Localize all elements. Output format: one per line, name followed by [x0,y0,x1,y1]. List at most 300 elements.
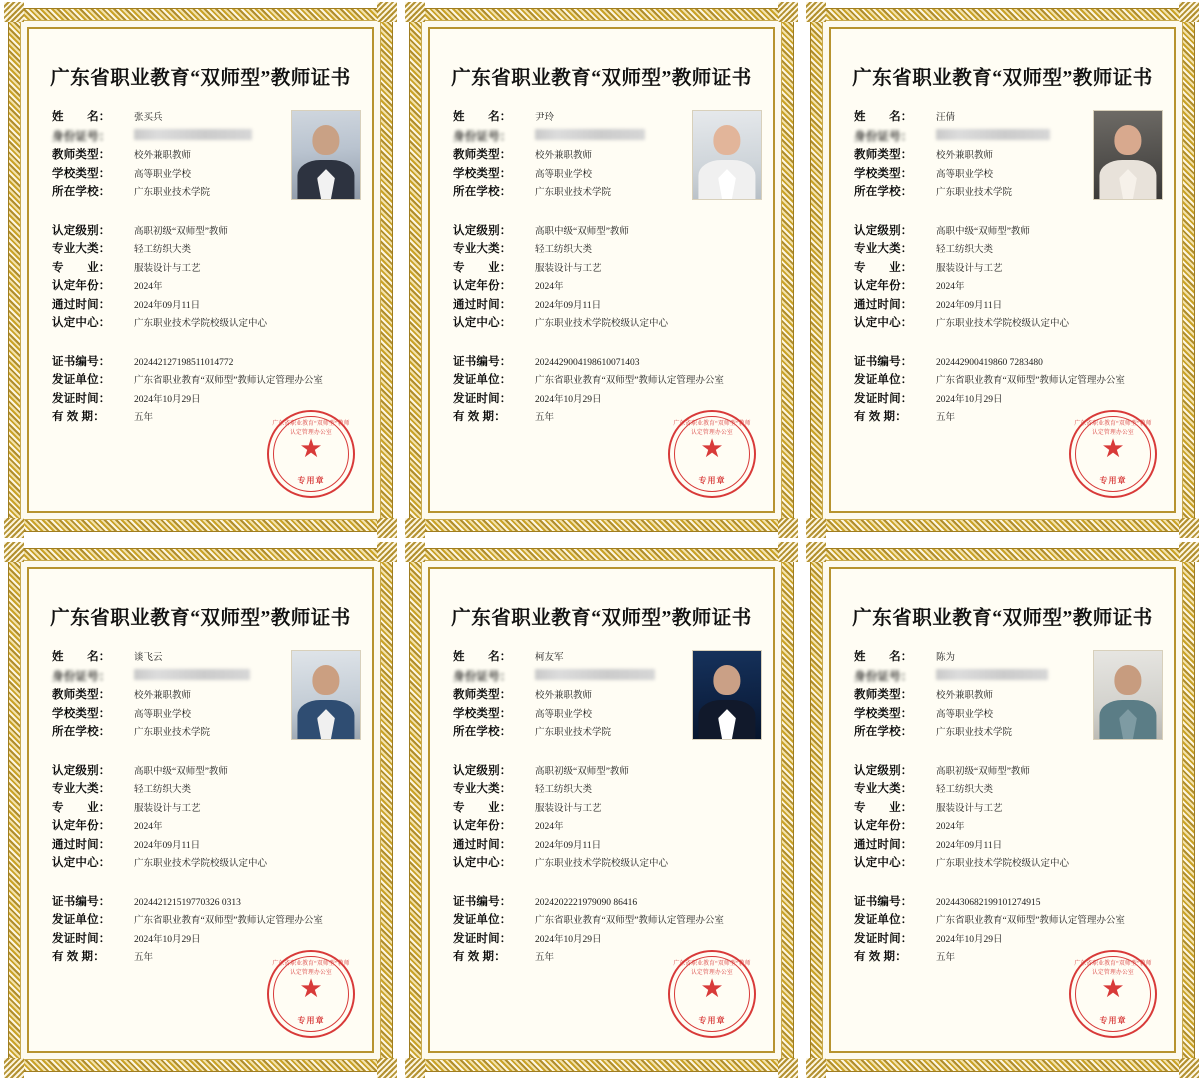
field-value: 轻工纺织大类 [535,245,593,256]
field-value: 广东省职业教育“双师型”教师认定管理办公室 [134,376,323,387]
field-label: 身份证号： [52,670,111,683]
field-value: 广东省职业教育“双师型”教师认定管理办公室 [134,916,323,927]
field-label: 认定年份： [52,280,111,293]
portrait-photo [1093,650,1163,740]
field-label: 学校类型： [854,707,913,720]
redacted-value [134,129,252,140]
field-level [52,224,353,240]
field-value: 2024年 [134,282,163,293]
seal-star-icon: ★ [700,433,724,463]
field-label: 所在学校： [453,186,512,199]
field-level [453,224,754,240]
corner-ornament-icon [377,1058,397,1078]
field-value: 柯友军 [535,653,564,663]
field-pass-time [52,298,353,314]
field-label: 认定中心： [453,317,512,330]
field-label: 认定级别： [854,224,913,237]
field-label: 发证单位： [854,914,913,927]
field-value: 轻工纺织大类 [936,245,994,256]
field-value: 广东职业技术学院校级认定中心 [535,859,669,870]
field-label: 专业大类： [854,783,913,796]
corner-ornament-icon [405,518,425,538]
field-label: 认定年份： [854,280,913,293]
portrait-photo [291,650,361,740]
certificate-title: 广东省职业教育“双师型”教师证书 [852,68,1153,89]
field-label: 发证单位： [453,914,512,927]
field-value: 服装设计与工艺 [936,803,1003,814]
field-label: 专业大类： [52,783,111,796]
field-major [52,261,353,277]
seal-top-text: 广东省职业教育“双师型”教师认定管理办公室 [673,421,751,436]
field-value: 服装设计与工艺 [134,263,201,274]
field-label: 所在学校： [52,726,111,739]
certificate-title: 广东省职业教育“双师型”教师证书 [50,608,351,629]
field-label: 专业大类： [854,243,913,256]
seal-bottom-text: 专用章 [297,476,325,485]
corner-ornament-icon [4,2,24,22]
field-label: 身份证号： [453,670,512,683]
corner-ornament-icon [377,2,397,22]
field-label: 姓 名： [453,111,512,123]
field-label: 姓 名： [854,111,913,123]
seal-bottom-text: 专用章 [1099,476,1127,485]
corner-ornament-icon [806,2,826,22]
field-value: 轻工纺织大类 [134,245,192,256]
field-label: 认定中心： [854,857,913,870]
field-major-category [854,782,1155,798]
field-label: 教师类型： [453,149,512,162]
certificate-card [401,540,802,1080]
field-label: 学校类型： [453,707,512,720]
field-value: 轻工纺织大类 [134,785,192,796]
official-seal-icon [668,410,756,498]
field-cert-number [453,355,754,371]
certificate-title: 广东省职业教育“双师型”教师证书 [50,68,351,89]
field-issue-date [52,932,353,948]
certificate-title: 广东省职业教育“双师型”教师证书 [852,608,1153,629]
field-major-category [52,782,353,798]
field-major [854,261,1155,277]
field-label: 通过时间： [854,298,913,311]
field-value: 高等职业学校 [134,709,192,720]
field-label: 证书编号： [854,355,913,368]
redacted-value [535,669,655,680]
field-value: 广东职业技术学院校级认定中心 [134,859,268,870]
field-level [854,764,1155,780]
official-seal-icon [1069,950,1157,1038]
field-value: 广东省职业教育“双师型”教师认定管理办公室 [936,916,1125,927]
field-label: 发证时间： [453,392,512,405]
field-center [453,316,754,332]
portrait-photo [1093,110,1163,200]
field-center [52,856,353,872]
field-value: 轻工纺织大类 [936,785,994,796]
field-pass-time [854,298,1155,314]
redacted-value [936,129,1050,140]
field-year [854,279,1155,295]
field-label: 认定中心： [854,317,913,330]
field-value: 校外兼职教师 [535,151,593,162]
field-label: 有 效 期： [52,951,105,964]
field-label: 有 效 期： [854,411,907,424]
field-value: 2024年 [535,822,564,833]
field-label: 认定中心： [52,317,111,330]
portrait-photo [692,110,762,200]
field-label: 姓 名： [52,651,111,663]
field-label: 专业大类： [52,243,111,256]
field-label: 姓 名： [854,651,913,663]
certificate-card [401,0,802,540]
field-label: 认定年份： [453,280,512,293]
corner-ornament-icon [778,1058,798,1078]
field-value: 2024年 [535,282,564,293]
field-value: 202442127198511014772 [134,357,234,368]
field-value: 广东职业技术学院 [535,188,612,199]
field-value: 2024年09月11日 [535,300,602,311]
field-label: 教师类型： [854,149,913,162]
field-label: 认定级别： [453,224,512,237]
field-label: 认定级别： [52,224,111,237]
field-value: 2024年10月29日 [936,394,1003,405]
field-level [52,764,353,780]
field-label: 学校类型： [453,167,512,180]
field-issuer [854,913,1155,929]
field-year [854,819,1155,835]
field-cert-number [453,895,754,911]
seal-top-text: 广东省职业教育“双师型”教师认定管理办公室 [1074,421,1152,436]
certificate-title: 广东省职业教育“双师型”教师证书 [451,608,752,629]
field-value: 陈为 [936,653,956,663]
field-value: 五年 [535,413,555,424]
field-year [453,819,754,835]
field-label: 证书编号： [453,895,512,908]
field-label: 通过时间： [854,838,913,851]
field-label: 发证单位： [854,374,913,387]
field-value: 校外兼职教师 [936,691,994,702]
field-label: 所在学校： [453,726,512,739]
seal-star-icon: ★ [700,973,724,1003]
field-label: 认定年份： [453,820,512,833]
field-label: 身份证号： [854,130,913,143]
corner-ornament-icon [806,518,826,538]
field-value: 2024年10月29日 [134,394,201,405]
field-label: 有 效 期： [453,411,506,424]
field-major [52,801,353,817]
field-major [453,801,754,817]
field-year [52,279,353,295]
seal-bottom-text: 专用章 [1099,1016,1127,1025]
field-label: 认定级别： [854,764,913,777]
seal-top-text: 广东省职业教育“双师型”教师认定管理办公室 [673,961,751,976]
field-label: 证书编号： [52,355,111,368]
field-value: 2024年09月11日 [936,300,1003,311]
field-label: 姓 名： [453,651,512,663]
field-label: 学校类型： [854,167,913,180]
field-value: 广东职业技术学院 [936,728,1013,739]
field-label: 通过时间： [52,838,111,851]
field-label: 学校类型： [52,167,111,180]
portrait-photo [692,650,762,740]
field-center [854,856,1155,872]
field-major-category [854,242,1155,258]
certificate-card [0,540,401,1080]
redacted-value [535,129,645,140]
seal-bottom-text: 专用章 [297,1016,325,1025]
field-value: 五年 [134,953,154,964]
field-value: 202442121519770326 0313 [134,897,241,908]
field-value: 广东省职业教育“双师型”教师认定管理办公室 [936,376,1125,387]
seal-star-icon: ★ [299,973,323,1003]
field-label: 发证单位： [52,374,111,387]
seal-top-text: 广东省职业教育“双师型”教师认定管理办公室 [272,961,350,976]
seal-bottom-text: 专用章 [698,476,726,485]
field-value: 广东职业技术学院校级认定中心 [936,319,1070,330]
corner-ornament-icon [4,518,24,538]
field-label: 认定级别： [453,764,512,777]
field-value: 五年 [936,413,956,424]
field-label: 发证时间： [453,932,512,945]
field-label: 发证时间： [52,392,111,405]
field-issue-date [453,932,754,948]
field-level [854,224,1155,240]
field-issuer [854,373,1155,389]
field-cert-number [52,355,353,371]
field-label: 教师类型： [453,689,512,702]
field-pass-time [453,298,754,314]
field-issue-date [52,392,353,408]
certificate-card [802,0,1203,540]
field-label: 身份证号： [854,670,913,683]
field-value: 2024年10月29日 [535,934,602,945]
seal-star-icon: ★ [1101,973,1125,1003]
field-label: 发证时间： [854,392,913,405]
field-value: 2024年 [936,282,965,293]
field-label: 认定年份： [52,820,111,833]
field-label: 姓 名： [52,111,111,123]
field-label: 认定中心： [453,857,512,870]
field-level [453,764,754,780]
field-label: 所在学校： [854,726,913,739]
field-label: 专 业： [453,801,512,814]
field-center [52,316,353,332]
field-value: 五年 [936,953,956,964]
field-issuer [453,373,754,389]
field-value: 2024429004198610071403 [535,357,640,368]
field-value: 校外兼职教师 [134,691,192,702]
field-value: 2024年 [134,822,163,833]
field-value: 校外兼职教师 [936,151,994,162]
field-label: 发证单位： [52,914,111,927]
field-value: 服装设计与工艺 [134,803,201,814]
field-major-category [52,242,353,258]
field-label: 有 效 期： [453,951,506,964]
field-label: 通过时间： [453,298,512,311]
corner-ornament-icon [778,2,798,22]
field-value: 高等职业学校 [936,169,994,180]
field-label: 身份证号： [52,130,111,143]
field-label: 身份证号： [453,130,512,143]
field-label: 发证单位： [453,374,512,387]
field-value: 高等职业学校 [134,169,192,180]
corner-ornament-icon [778,518,798,538]
field-value: 2024年09月11日 [936,840,1003,851]
field-label: 证书编号： [453,355,512,368]
field-major-category [453,782,754,798]
field-center [453,856,754,872]
field-major [453,261,754,277]
field-value: 轻工纺织大类 [535,785,593,796]
field-value: 高等职业学校 [535,169,593,180]
field-value: 汪倩 [936,113,956,123]
field-cert-number [854,355,1155,371]
field-label: 证书编号： [854,895,913,908]
corner-ornament-icon [405,2,425,22]
seal-top-text: 广东省职业教育“双师型”教师认定管理办公室 [272,421,350,436]
field-issuer [453,913,754,929]
field-value: 高等职业学校 [936,709,994,720]
field-value: 2024年09月11日 [535,840,602,851]
field-value: 2024202221979090 86416 [535,897,638,908]
field-value: 广东省职业教育“双师型”教师认定管理办公室 [535,376,724,387]
field-center [854,316,1155,332]
field-value: 广东职业技术学院 [134,728,211,739]
field-label: 教师类型： [52,689,111,702]
field-value: 高职初级“双师型”教师 [535,766,629,777]
corner-ornament-icon [806,1058,826,1078]
field-value: 2024年10月29日 [134,934,201,945]
field-issue-date [854,932,1155,948]
field-pass-time [854,838,1155,854]
corner-ornament-icon [377,542,397,562]
field-pass-time [453,838,754,854]
corner-ornament-icon [806,542,826,562]
certificate-card [0,0,401,540]
field-label: 专 业： [854,261,913,274]
field-label: 通过时间： [453,838,512,851]
field-label: 专业大类： [453,243,512,256]
field-major [854,801,1155,817]
field-value: 2024年10月29日 [936,934,1003,945]
field-label: 学校类型： [52,707,111,720]
field-issue-date [453,392,754,408]
portrait-photo [291,110,361,200]
field-value: 高等职业学校 [535,709,593,720]
corner-ornament-icon [1179,518,1199,538]
field-label: 教师类型： [854,689,913,702]
official-seal-icon [1069,410,1157,498]
official-seal-icon [267,950,355,1038]
field-value: 张买兵 [134,113,163,123]
corner-ornament-icon [405,1058,425,1078]
field-label: 专 业： [52,261,111,274]
corner-ornament-icon [1179,2,1199,22]
field-value: 尹玲 [535,113,555,123]
field-value: 2024年09月11日 [134,300,201,311]
field-label: 证书编号： [52,895,111,908]
field-label: 专 业： [52,801,111,814]
corner-ornament-icon [778,542,798,562]
field-value: 2024430682199101274915 [936,897,1041,908]
field-value: 高职中级“双师型”教师 [936,226,1030,237]
corner-ornament-icon [1179,1058,1199,1078]
field-value: 服装设计与工艺 [535,263,602,274]
field-issue-date [854,392,1155,408]
field-label: 专业大类： [453,783,512,796]
certificate-card [802,540,1203,1080]
field-year [52,819,353,835]
field-label: 通过时间： [52,298,111,311]
field-label: 认定中心： [52,857,111,870]
field-value: 广东职业技术学院校级认定中心 [936,859,1070,870]
field-value: 高职中级“双师型”教师 [535,226,629,237]
field-value: 202442900419860 7283480 [936,357,1043,368]
field-issuer [52,373,353,389]
seal-star-icon: ★ [299,433,323,463]
seal-star-icon: ★ [1101,433,1125,463]
field-value: 高职初级“双师型”教师 [134,226,228,237]
field-major-category [453,242,754,258]
redacted-value [134,669,250,680]
official-seal-icon [267,410,355,498]
seal-bottom-text: 专用章 [698,1016,726,1025]
field-label: 有 效 期： [854,951,907,964]
redacted-value [936,669,1048,680]
field-value: 谈飞云 [134,653,163,663]
field-value: 广东职业技术学院 [134,188,211,199]
field-value: 2024年09月11日 [134,840,201,851]
corner-ornament-icon [405,542,425,562]
field-year [453,279,754,295]
field-value: 广东职业技术学院校级认定中心 [535,319,669,330]
field-value: 广东职业技术学院 [535,728,612,739]
corner-ornament-icon [1179,542,1199,562]
field-label: 发证时间： [52,932,111,945]
field-value: 服装设计与工艺 [535,803,602,814]
field-value: 服装设计与工艺 [936,263,1003,274]
field-value: 高职初级“双师型”教师 [936,766,1030,777]
field-label: 专 业： [854,801,913,814]
seal-top-text: 广东省职业教育“双师型”教师认定管理办公室 [1074,961,1152,976]
field-value: 2024年 [936,822,965,833]
field-value: 高职中级“双师型”教师 [134,766,228,777]
corner-ornament-icon [4,542,24,562]
field-label: 所在学校： [52,186,111,199]
field-label: 所在学校： [854,186,913,199]
field-value: 广东职业技术学院 [936,188,1013,199]
certificate-title: 广东省职业教育“双师型”教师证书 [451,68,752,89]
field-label: 教师类型： [52,149,111,162]
field-value: 校外兼职教师 [134,151,192,162]
official-seal-icon [668,950,756,1038]
field-label: 认定级别： [52,764,111,777]
field-label: 发证时间： [854,932,913,945]
field-value: 广东职业技术学院校级认定中心 [134,319,268,330]
field-value: 校外兼职教师 [535,691,593,702]
field-value: 五年 [134,413,154,424]
field-value: 2024年10月29日 [535,394,602,405]
field-label: 专 业： [453,261,512,274]
corner-ornament-icon [377,518,397,538]
field-label: 有 效 期： [52,411,105,424]
field-value: 五年 [535,953,555,964]
field-cert-number [854,895,1155,911]
corner-ornament-icon [4,1058,24,1078]
field-label: 认定年份： [854,820,913,833]
field-issuer [52,913,353,929]
field-value: 广东省职业教育“双师型”教师认定管理办公室 [535,916,724,927]
field-cert-number [52,895,353,911]
field-pass-time [52,838,353,854]
